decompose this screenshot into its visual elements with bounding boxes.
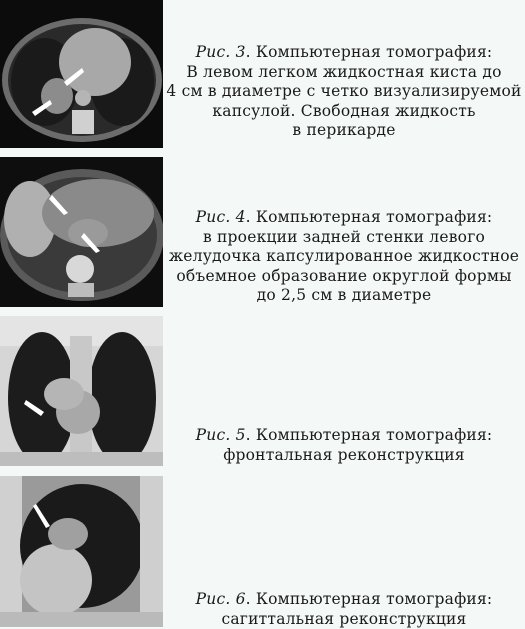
figure-label: Рис. 6 (195, 590, 246, 608)
ct-image-fig3 (0, 0, 163, 148)
figure-label: Рис. 5 (195, 426, 246, 444)
caption-fig6: Рис. 6. Компьютерная томография: сагиттальная реконструкция (195, 590, 493, 628)
ct-image-fig5 (0, 316, 163, 466)
ct-image-fig4 (0, 157, 163, 307)
ct-image-fig6 (0, 476, 163, 627)
figure-label: Рис. 4 (195, 208, 246, 226)
caption-fig4: Рис. 4. Компьютерная томография: в проекции задней стенки левого желудочка капсулированное жидкостное объемное образование округлой формы до 2,5 см в диаметре (168, 208, 520, 304)
caption-fig5: Рис. 5. Компьютерная томография: фронтальная реконструкция (195, 426, 493, 464)
figure-label: Рис. 3 (195, 43, 246, 61)
caption-fig3: Рис. 3. Компьютерная томография: В левом легком жидкостная киста до 4 см в диаметре с четко визуализируемой капсулой. Свободная жидкость в перикарде (166, 43, 522, 139)
